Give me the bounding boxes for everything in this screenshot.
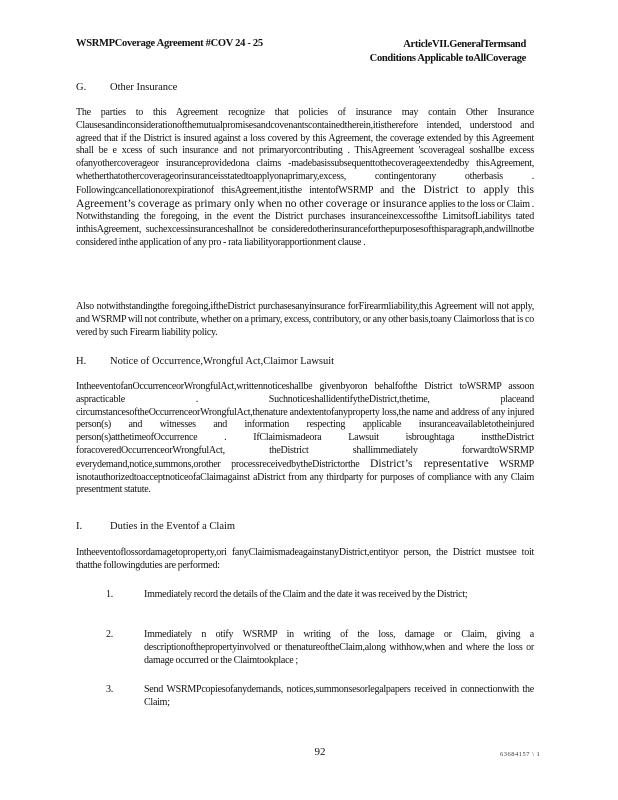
duty-item-text: Immediately n otify WSRMP in writing of the loss, damage or Claim, giving a descriptionofthepropertyinvolved or thenatureoftheClaim,along withhow,when and where the loss or damage occurred or the Claimtookplace ;: [144, 629, 534, 666]
section-i-heading: [76, 521, 235, 532]
section-g-paragraph-2: Also notwithstandingthe foregoing,iftheDistrict purchasesanyinsurance forFirearmliability,this Agreement will not apply, and WSRMP will not contribute, whether on a primary, excess, contributory, or any other basis,toany Claimorloss that is co vered by such Firearm liability policy.: [76, 301, 534, 338]
section-h-paragraph-part-b: WSRMP isnotauthorizedtoacceptnoticeofaClaimagainst aDistrict from any thirdparty for purposes of compliance with any Claim presentment statute.: [76, 458, 534, 496]
section-i-title: Duties in the Eventof a Claim: [110, 521, 236, 532]
duty-item-text: Immediately record the details of the Claim and the date it was received by the District;: [144, 589, 468, 600]
duty-item-number: 1.: [106, 589, 113, 600]
section-h-heading: [76, 356, 334, 367]
section-h-paragraph: [76, 381, 534, 497]
header-article-line2: Conditions Applicable toAllCoverage: [369, 53, 526, 64]
section-h-title: Notice of Occurrence,Wrongful Act,Claimor Lawsuit: [110, 356, 335, 367]
section-g-heading: [76, 82, 177, 93]
page-number: 92: [314, 746, 326, 758]
section-g-number: G.: [76, 82, 87, 93]
section-g-title: Other Insurance: [110, 82, 178, 93]
section-g-paragraph-1: [76, 107, 534, 250]
section-g-paragraph-1-emphasis: the District to apply this Agreement’s coverage as primary only when no other coverage or insurance: [76, 182, 534, 210]
duty-item-text: Send WSRMPcopiesofanydemands, notices,summonsesorlegalpapers received in connectionwith the Claim;: [144, 684, 534, 708]
header-article-title: [352, 38, 526, 66]
section-h-paragraph-part-a: IntheeventofanOccurrenceorWrongfulAct,writtennoticeshallbe givenbyoron behalfofthe District toWSRMP assoon aspracticable . SuchnoticeshallidentifytheDistrict,thetime, placeand circumstancesoftheOccurrenceorWrongfulAct,thenature andextentofanyproperty loss,the name and address of any injured person(s) and witnesses and information respecting applicable insuranceavailabletotheinjured person(s)atthetimeofOccurrence . IfClaimismadeora Lawsuit isbroughtaga insttheDistrict foracoveredOccurrenceorWrongfulAct, theDistrict shallimmediately forwardtoWSRMP everydemand,notice,summons,orother processreceivedbytheDistrictorthe: [76, 381, 534, 470]
section-g-paragraph-1-part-a: The parties to this Agreement recognize that policies of insurance may contain Other Insurance Clausesandinconsiderationofthemutualpromisesandcovenantscontainedtherein,itistherefore intended, understood and agreed that if the District is insured against a loss covered by this Agreement, the coverage extended by this Agreement shall be e xcess of such insurance and not primaryorcontributing . ThisAgreement 'scoverageal soshallbe excess ofanyothercoverageor insuranceprovidedona claims -madebasissubsequenttothecoverageextendedby thisAgreement, whetherthatothercoverageorinsuranceisstatedtoapplyonaprimary,excess, contingentorany otherbasis . Followingcancellationorexpirationof thisAgreement,itisthe intentofWSRMP and: [76, 107, 534, 196]
document-id: 63684157 \ 1: [500, 751, 541, 758]
section-g-paragraph-1-part-b: applies to the loss or Claim . Notwithstanding the foregoing, in the event the District purchases insuranceinexcessofthe LimitsofLiabilitys tated inthisAgreement, suchexcessinsuranceshallnot be consideredotherinsuranceforthepurposesofthisparagraph,andwillnotbe considered inthe application of any pro - rata liabilityorapportionment clause .: [76, 198, 534, 248]
header-article-line1: ArticleVII.GeneralTermsand: [403, 39, 526, 50]
section-i-intro: Intheeventoflossordamagetoproperty,ori fanyClaimismadeagainstanyDistrict,entityor person, the District mustsee toit thatthe followingduties are performed:: [76, 547, 534, 571]
section-h-number: H.: [76, 356, 87, 367]
section-i-number: I.: [76, 521, 83, 532]
section-h-paragraph-emphasis: District’s representative: [370, 456, 489, 470]
duty-item-number: 3.: [106, 684, 113, 695]
header-agreement-title: WSRMPCoverage Agreement #COV 24 - 25: [76, 38, 263, 49]
duty-item-number: 2.: [106, 629, 113, 640]
